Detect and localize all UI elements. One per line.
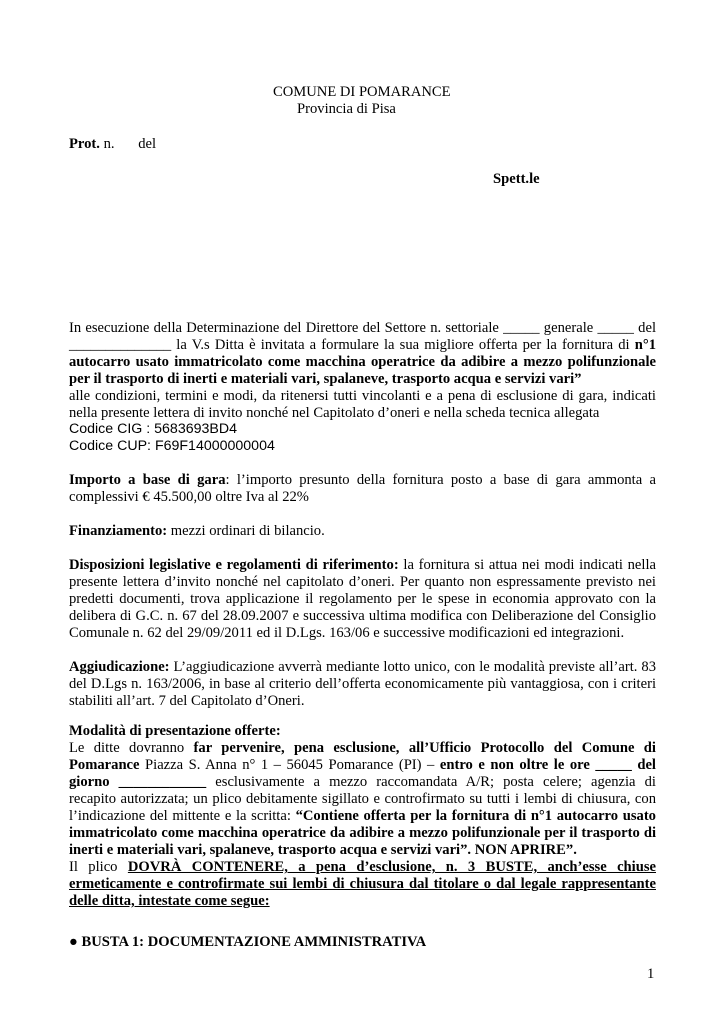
intro-line-4: per il trasporto di inerti e materiali vari, spalaneve, trasporto acqua e servizi vari”: [69, 371, 582, 387]
codice-cup: Codice CUP: F69F14000000004: [69, 438, 275, 454]
intro-line-1: In esecuzione della Determinazione del Direttore del Settore n. settoriale _____ generale _____ del: [69, 320, 656, 336]
modalita-address: Piazza S. Anna n° 1 – 56045 Pomarance (PI) –: [139, 757, 440, 773]
modalita-line-9: ermeticamente e controfirmate sui lembi di chiusura dal titolare o dal legale rappresentante: [69, 876, 656, 892]
finanziamento-text: mezzi ordinari di bilancio.: [167, 523, 325, 539]
disposizioni-line-5: Comunale n. 62 del 29/09/2011 ed il D.Lgs. 163/06 e successive modificazioni ed integrazioni.: [69, 625, 625, 641]
intro-line-5: alle condizioni, termini e modi, da ritenersi tutti vincolanti e a pena di esclusione di gara, indicati: [69, 388, 656, 404]
aggiudicazione-text: L’aggiudicazione avverrà mediante lotto unico, con le modalità previste all’art. 83: [169, 659, 656, 675]
prot-label: Prot.: [69, 136, 100, 152]
recipient: Spett.le: [493, 171, 540, 187]
modalita-line-8-text: Il plico: [69, 859, 128, 875]
finanziamento-line: [69, 523, 325, 540]
modalita-line-5: [69, 808, 656, 825]
modalita-line-5-bold: “Contiene offerta per la fornitura di n°1 autocarro usato: [295, 808, 656, 824]
aggiudicazione-label: Aggiudicazione:: [69, 659, 170, 675]
modalita-line-8: [69, 859, 656, 876]
intro-line-3: autocarro usato immatricolato come macchina operatrice da adibire a mezzo polifunzionale: [69, 354, 656, 370]
disposizioni-line-4: delibera di G.C. n. 67 del 28.09.2007 e successiva ultima modifica con Deliberazione del Consiglio: [69, 608, 656, 624]
intro-line-2-bold: n°1: [634, 337, 656, 353]
intro-line-6: nella presente lettera di invito nonché nel Capitolato d’oneri e nella scheda tecnica allegata: [69, 405, 600, 421]
prot-line: [69, 136, 156, 153]
importo-line-2: complessivi € 45.500,00 oltre Iva al 22%: [69, 489, 309, 505]
aggiudicazione-line-2: del D.Lgs n. 163/2006, in base al criterio dell’offerta economicamente più vantaggiosa, con i criteri: [69, 676, 656, 692]
codice-cig: Codice CIG : 5683693BD4: [69, 421, 237, 437]
disposizioni-text: la fornitura si attua nei modi indicati nella: [398, 557, 656, 573]
modalita-line-1: [69, 740, 656, 757]
aggiudicazione-line-1: [69, 659, 656, 676]
modalita-line-4: recapito autorizzata; un plico debitamente sigillato e controfirmato su tutti i lembi di chiusura, con: [69, 791, 656, 807]
modalita-line-1-text: Le ditte dovranno: [69, 740, 194, 756]
intro-line-2: [69, 337, 656, 354]
modalita-line-2: [69, 757, 656, 774]
modalita-line-1-bold: far pervenire, pena esclusione, all’Ufficio Protocollo del Comune di: [193, 740, 656, 756]
modalita-line-8-bold: DOVRÀ CONTENERE, a pena d’esclusione, n. 3 BUSTE, anch’esse chiuse: [127, 859, 656, 875]
page-number: 1: [647, 966, 655, 982]
modalita-deadline: entro e non oltre le ore _____ del: [439, 757, 656, 773]
modalita-line-3: [69, 774, 656, 791]
modalita-giorno: giorno ____________: [69, 774, 207, 790]
modalita-line-5-text: l’indicazione del mittente e la scritta:: [69, 808, 296, 824]
disposizioni-label: Disposizioni legislative e regolamenti di riferimento:: [69, 557, 399, 573]
modalita-pomarance: Pomarance: [69, 757, 140, 773]
disposizioni-line-1: [69, 557, 656, 574]
importo-label: Importo a base di gara: [69, 472, 226, 488]
disposizioni-line-3: predetti documenti, trova applicazione il regolamento per le spese in economia approvato con la: [69, 591, 656, 607]
modalita-label: Modalità di presentazione offerte:: [69, 723, 281, 739]
busta-1-heading: ● BUSTA 1: DOCUMENTAZIONE AMMINISTRATIVA: [69, 934, 427, 950]
aggiudicazione-line-3: stabiliti all’art. 7 del Capitolato d’Oneri.: [69, 693, 305, 709]
modalita-line-10: delle ditta, intestate come segue:: [69, 893, 270, 909]
modalita-line-7: inerti e materiali vari, spalaneve, trasporto acqua e servizi vari”. NON APRIRE”.: [69, 842, 577, 858]
header-comune: COMUNE DI POMARANCE: [273, 84, 451, 100]
modalita-shipping: esclusivamente a mezzo raccomandata A/R; posta celere; agenzia di: [206, 774, 656, 790]
importo-text: : l’importo presunto della fornitura posto a base di gara ammonta a: [225, 472, 656, 488]
prot-del: del: [138, 136, 157, 152]
intro-line-2-text: ______________ la V.s Ditta è invitata a formulare la sua migliore offerta per la fornitura di: [69, 337, 635, 353]
header-provincia: Provincia di Pisa: [297, 101, 396, 117]
finanziamento-label: Finanziamento:: [69, 523, 168, 539]
modalita-line-6: immatricolato come macchina operatrice da adibire a mezzo polifunzionale per il trasporto di: [69, 825, 656, 841]
importo-line-1: [69, 472, 656, 489]
prot-n: n.: [103, 136, 115, 152]
disposizioni-line-2: presente lettera d’invito nonché nel capitolato d’oneri. Per quanto non espressamente previsto nei: [69, 574, 656, 590]
